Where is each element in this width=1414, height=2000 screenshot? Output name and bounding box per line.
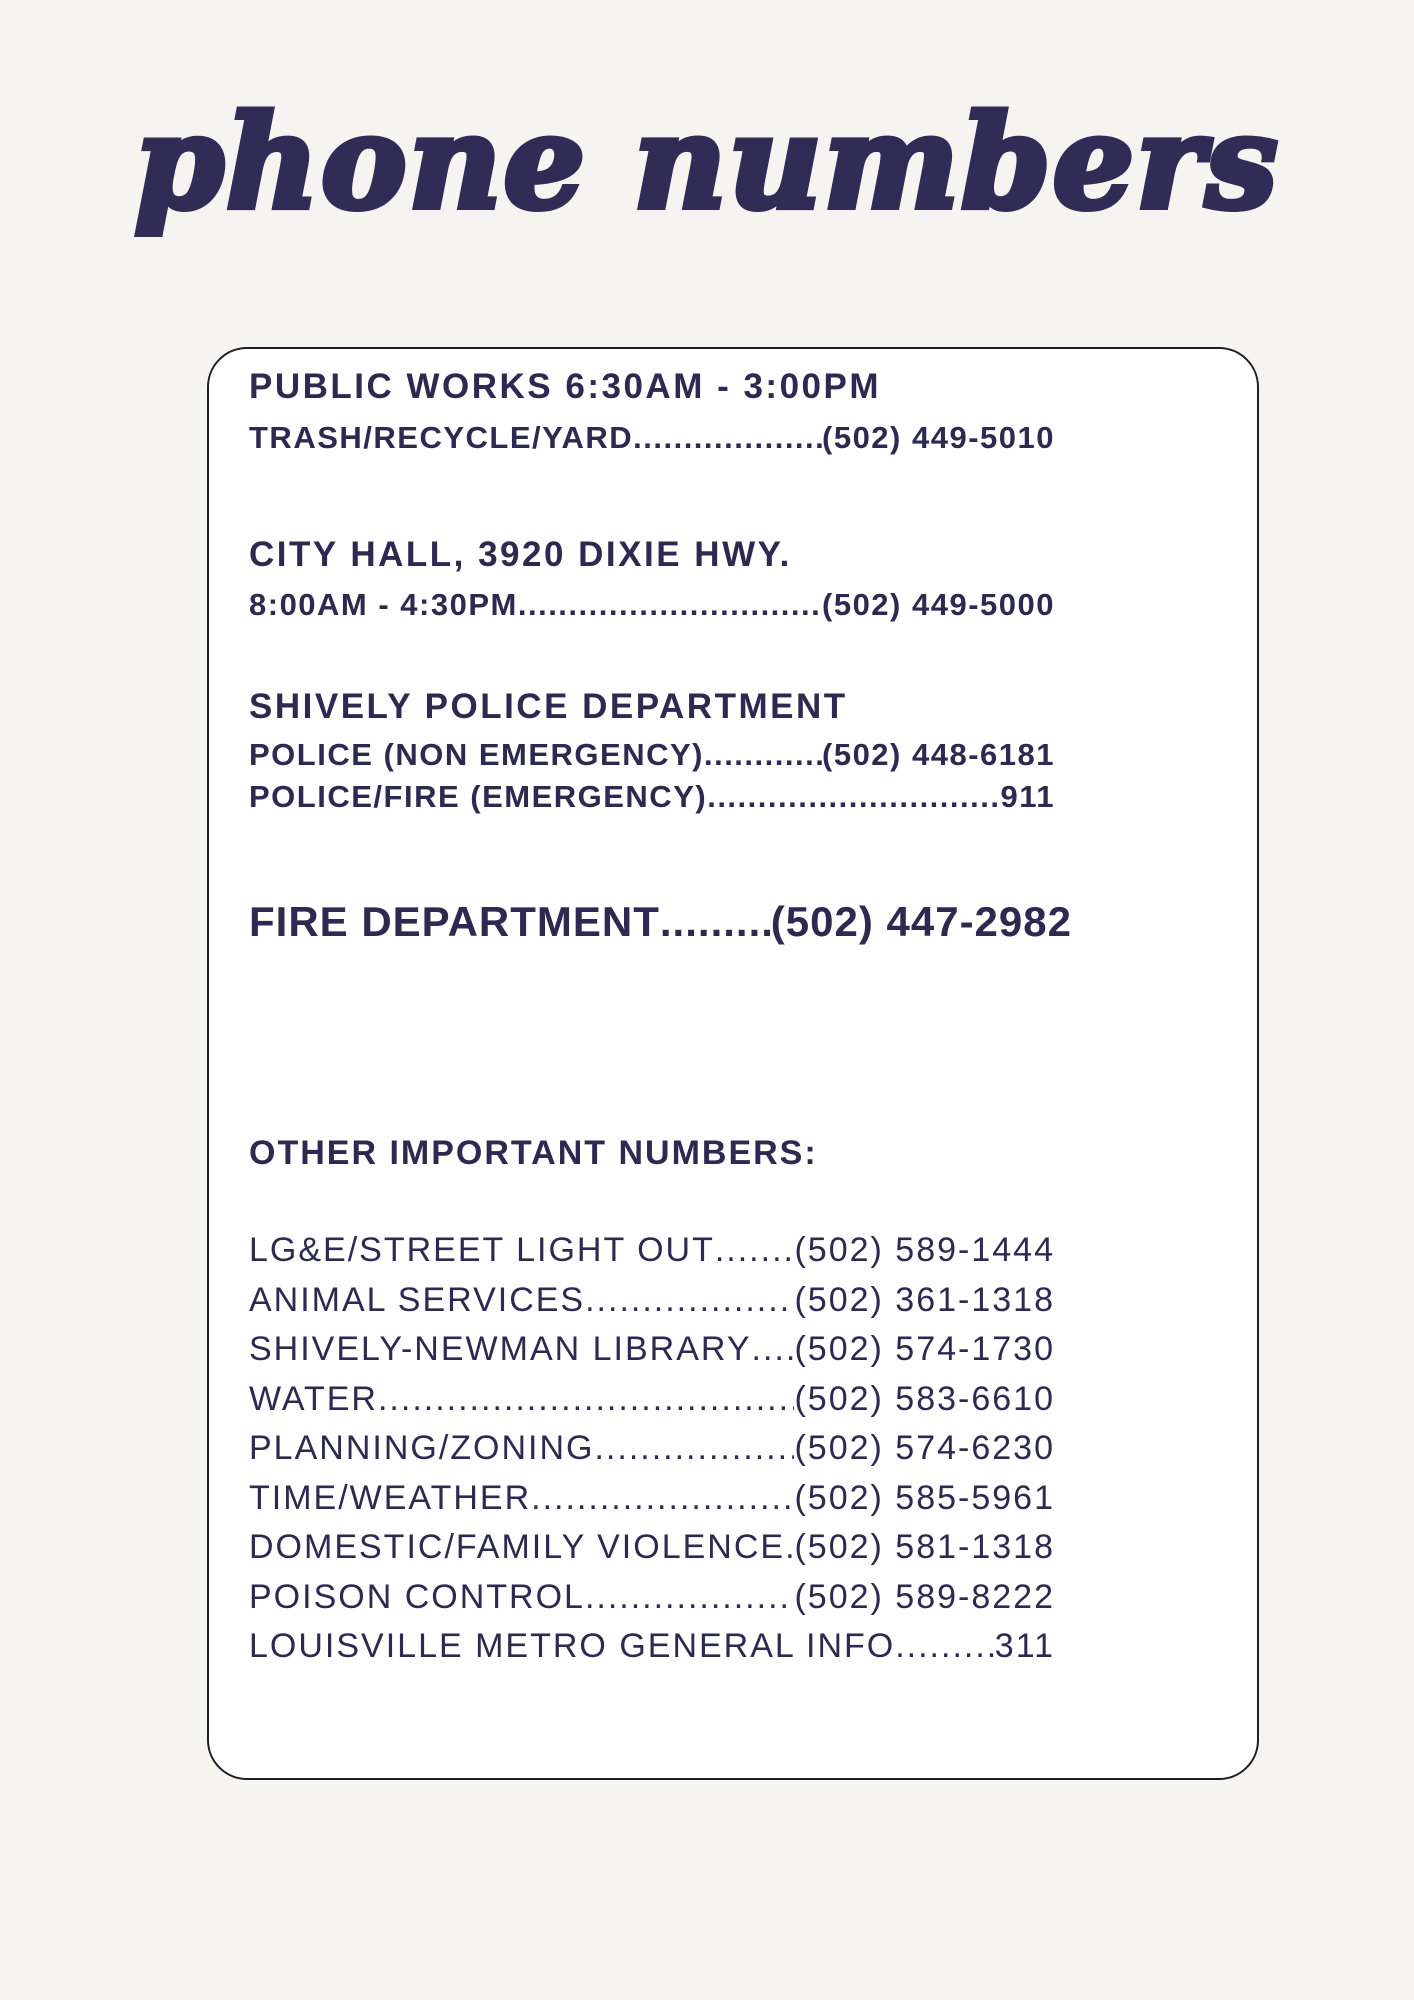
dot-leader — [785, 1526, 794, 1569]
row-number: (502) 589-1444 — [794, 1231, 1055, 1270]
row-label: 8:00AM - 4:30PM — [249, 587, 518, 623]
row-label: POLICE/FIRE (EMERGENCY) — [249, 778, 708, 814]
dot-leader — [895, 1625, 995, 1668]
section-heading-public-works: PUBLIC WORKS 6:30AM - 3:00PM — [249, 367, 882, 406]
phone-row-poison-control — [249, 1576, 1055, 1619]
dot-leader — [704, 736, 822, 775]
dot-leader — [660, 896, 771, 949]
row-label: DOMESTIC/FAMILY VIOLENCE — [249, 1528, 786, 1567]
row-number: 311 — [994, 1627, 1055, 1666]
dot-leader — [518, 586, 822, 625]
phone-row-lge-street-light — [249, 1229, 1055, 1272]
dot-leader — [707, 778, 1000, 817]
dot-leader — [585, 1576, 795, 1619]
row-label: FIRE DEPARTMENT — [249, 898, 660, 946]
dot-leader — [378, 1378, 795, 1421]
row-number: (502) 361-1318 — [794, 1280, 1055, 1319]
row-number: 911 — [1000, 778, 1055, 814]
row-number: (502) 449-5000 — [822, 587, 1055, 623]
row-number: (502) 581-1318 — [794, 1528, 1055, 1567]
phone-row-city-hall-hours — [249, 586, 1055, 625]
phone-row-library — [249, 1328, 1055, 1371]
phone-row-fire-department — [249, 896, 1072, 949]
dot-leader — [752, 1328, 795, 1371]
dot-leader — [531, 1477, 794, 1520]
row-number: (502) 589-8222 — [794, 1577, 1055, 1616]
row-label: TIME/WEATHER — [249, 1478, 532, 1517]
phone-row-planning-zoning — [249, 1427, 1055, 1470]
phone-row-time-weather — [249, 1477, 1055, 1520]
row-number: (502) 447-2982 — [770, 898, 1072, 946]
phone-row-metro-info — [249, 1625, 1055, 1668]
row-number: (502) 449-5010 — [822, 419, 1055, 455]
row-label: LG&E/STREET LIGHT OUT — [249, 1231, 715, 1270]
row-label: TRASH/RECYCLE/YARD — [249, 419, 634, 455]
page-title: phone numbers — [134, 88, 1280, 238]
row-number: (502) 448-6181 — [822, 736, 1055, 772]
dot-leader — [594, 1427, 794, 1470]
dot-leader — [585, 1279, 794, 1322]
section-heading-other-numbers: OTHER IMPORTANT NUMBERS: — [249, 1133, 818, 1172]
phone-row-animal-services — [249, 1279, 1055, 1322]
row-label: POLICE (NON EMERGENCY) — [249, 736, 704, 772]
row-number: (502) 585-5961 — [794, 1478, 1055, 1517]
row-label: WATER — [249, 1379, 378, 1418]
phone-row-emergency — [249, 778, 1055, 817]
row-label: SHIVELY-NEWMAN LIBRARY — [249, 1330, 752, 1369]
section-heading-police: SHIVELY POLICE DEPARTMENT — [249, 687, 848, 726]
row-label: ANIMAL SERVICES — [249, 1280, 586, 1319]
dot-leader — [715, 1229, 795, 1272]
section-heading-city-hall: CITY HALL, 3920 DIXIE HWY. — [249, 534, 792, 574]
row-label: LOUISVILLE METRO GENERAL INFO — [249, 1627, 896, 1666]
row-number: (502) 574-6230 — [794, 1429, 1055, 1468]
phone-row-water — [249, 1378, 1055, 1421]
row-number: (502) 574-1730 — [794, 1330, 1055, 1369]
phone-row-trash — [249, 419, 1055, 458]
phone-row-domestic-violence — [249, 1526, 1055, 1569]
row-label: POISON CONTROL — [249, 1577, 585, 1616]
phone-numbers-card — [207, 347, 1259, 1780]
phone-row-police-nonemergency — [249, 736, 1055, 775]
dot-leader — [633, 419, 822, 458]
row-label: PLANNING/ZONING — [249, 1429, 595, 1468]
row-number: (502) 583-6610 — [794, 1379, 1055, 1418]
